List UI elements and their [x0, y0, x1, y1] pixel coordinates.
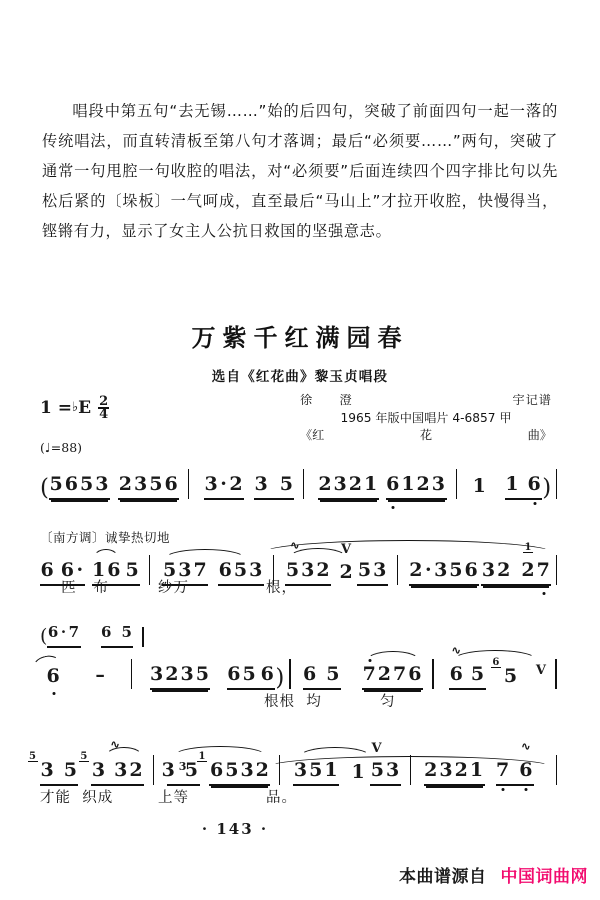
note: 3: [301, 559, 316, 581]
note: 5: [121, 623, 133, 641]
note: 2: [316, 559, 331, 581]
note: 5: [242, 663, 257, 685]
credit-row-source: [300, 410, 552, 428]
barline-final: [556, 469, 557, 499]
music-system-4: [29, 738, 562, 786]
music-system-3-pickup: [40, 622, 562, 648]
barline: [456, 469, 457, 499]
duration-dash: –: [95, 664, 105, 686]
note: 3: [134, 473, 149, 495]
note: 2: [165, 663, 180, 685]
credit-row-opera: [300, 427, 552, 445]
note: 2: [409, 559, 424, 581]
music-system-3: [40, 644, 562, 691]
note: 2: [318, 473, 333, 495]
note: 1: [401, 473, 416, 495]
note-group: [472, 476, 487, 500]
note: 1: [324, 759, 339, 781]
note: 6: [260, 663, 275, 685]
note: 5 3: [80, 751, 107, 781]
lyric-line: 上等: [158, 790, 189, 806]
note-group: [303, 664, 341, 690]
breath-mark-icon: V: [371, 741, 383, 756]
page-number: · 143 ·: [201, 820, 269, 838]
note-group: [46, 666, 61, 690]
note: 5: [279, 473, 294, 495]
grace-note: 5: [29, 751, 37, 762]
note: 5: [357, 559, 373, 581]
note: 6: [47, 623, 60, 641]
barline: [279, 755, 280, 785]
opera-title-right: 曲》: [527, 428, 552, 442]
note: 3: [95, 473, 110, 495]
music-system-1: [40, 462, 562, 500]
credits-block: [300, 392, 552, 445]
staff-row: [29, 738, 562, 786]
note: 2: [497, 559, 512, 581]
note: 6: [64, 473, 79, 495]
recording-source: 1965 年版中国唱片 4-6857 甲: [340, 410, 512, 425]
barline: [556, 555, 557, 585]
note: 3: [178, 559, 193, 581]
slur: [299, 747, 371, 757]
meter-numerator: 2: [99, 394, 109, 409]
time-signature: [98, 396, 109, 420]
staff-row: [40, 462, 562, 500]
note-group: [386, 474, 447, 500]
note: 6: [60, 559, 75, 581]
note-group: [339, 542, 354, 586]
note: 5: [125, 559, 140, 581]
note: 3: [293, 759, 309, 781]
note-group: [118, 474, 179, 500]
note-group: [227, 664, 276, 690]
barline: [149, 555, 150, 585]
note-group: [204, 474, 244, 500]
credit-row-arranger: [300, 392, 552, 410]
note: 2: [377, 663, 393, 685]
note: 5: [79, 473, 95, 495]
note: 7: [536, 559, 551, 581]
note-group: [80, 738, 144, 786]
note: 3: [481, 559, 497, 581]
note: 3: [240, 759, 255, 781]
mordent-icon: ∿: [521, 740, 532, 753]
note: ∿ 6: [519, 740, 534, 781]
note: 3: [373, 559, 388, 581]
note-group: [218, 560, 264, 586]
open-paren: (: [40, 475, 49, 501]
note-group: [49, 474, 110, 500]
lyric-line: 匀: [380, 694, 396, 710]
barline: [555, 659, 557, 689]
open-paren: (: [40, 625, 48, 647]
mordent-icon: ∿: [451, 644, 462, 657]
note: 1 6: [198, 751, 225, 781]
note: 6: [386, 473, 401, 495]
note-group: [449, 644, 486, 690]
dot-separator: ·: [424, 559, 433, 581]
note-group: [505, 474, 542, 500]
note-group: [101, 622, 134, 648]
barline: [188, 469, 189, 499]
note: 5: [225, 759, 240, 781]
site-name-link[interactable]: 中国词曲网: [500, 867, 588, 887]
mordent-icon: ∿: [110, 738, 121, 751]
title-block: [0, 318, 600, 385]
note: 1 2: [521, 542, 536, 581]
site-watermark: [399, 862, 588, 887]
note: 2: [348, 473, 364, 495]
breath-mark-icon: V: [535, 663, 547, 678]
note-group: [492, 657, 519, 690]
note-group: [362, 664, 423, 690]
note: 5: [49, 473, 64, 495]
key-signature: 1 = ♭ E $\frac{2}{4}$: [40, 394, 109, 422]
mordent-icon: ∿: [290, 539, 301, 552]
note-group: [481, 542, 551, 586]
note: 3: [333, 473, 348, 495]
source-label: 本曲谱源自: [399, 867, 487, 887]
note: 2: [416, 473, 431, 495]
note: 7: [68, 623, 81, 641]
grace-note: 6: [492, 657, 501, 668]
note-group: [254, 474, 294, 500]
note: 3: [385, 759, 401, 781]
note: 5: [370, 759, 385, 781]
note: 3: [254, 473, 269, 495]
note: 3: [161, 759, 176, 781]
note: 3: [249, 559, 264, 581]
dot-separator: ·: [76, 559, 85, 581]
slur: [164, 549, 246, 559]
note: 5: [63, 759, 78, 781]
commentary-text: 唱段中第五句“去无锡……”始的后四句，突破了前面四句一起一落的传统唱法，而直转清板至第八句才落调；最后“必须要……”两句，突破了通常一句甩腔一句收腔的唱法，对“必须要”后面连续四个四字排比句以先松后紧的〔垛板〕一气呵成，直至最后“马山上”才拉开收腔，快慢得当，铿锵有力，显示了女主人公抗日救国的坚强意志。: [42, 102, 558, 240]
note: 5: [309, 759, 324, 781]
note: 3: [204, 473, 219, 495]
note: 6: [107, 559, 122, 581]
close-paren: ): [542, 475, 552, 501]
note-group: [198, 751, 270, 786]
note: 6: [303, 663, 318, 685]
note: V 2: [339, 542, 354, 583]
dot-separator: ·: [220, 473, 228, 495]
note: 3: [150, 663, 165, 685]
note: 1: [469, 759, 485, 781]
slur: [173, 746, 267, 756]
slur: [366, 651, 420, 661]
note: 2: [255, 759, 270, 781]
meter-denominator: 4: [99, 407, 109, 422]
note: 5: [326, 663, 341, 685]
note: 6: [101, 623, 113, 641]
note: 5: [233, 559, 249, 581]
note: 1: [364, 473, 379, 495]
commentary-paragraph: [42, 96, 558, 246]
note: 6: [46, 665, 61, 687]
grace-note: 1: [524, 542, 533, 553]
grace-note: 1: [198, 751, 207, 762]
note: 1: [472, 475, 487, 497]
note: 5 3: [29, 751, 55, 781]
note: 1: [92, 559, 107, 581]
opera-title-mid: 花: [419, 428, 433, 442]
note-group: [293, 760, 339, 786]
note: 3: [431, 473, 447, 495]
tonic-letter: E: [78, 398, 92, 418]
note: 6: [218, 559, 233, 581]
note: ∿ 3: [110, 738, 129, 781]
note-group: [161, 759, 200, 786]
staff-row: [40, 644, 562, 691]
note-group: [370, 760, 400, 786]
note: 3: [434, 559, 449, 581]
note: 2: [229, 473, 244, 495]
arranger-name: 徐 澄: [300, 393, 353, 407]
note: ∿ 5: [285, 539, 301, 581]
staff-row: [40, 622, 562, 648]
note-group: [424, 760, 485, 786]
grace-note: 5: [80, 751, 89, 762]
note: 5: [470, 663, 486, 685]
note: 6: [408, 663, 423, 685]
note: 6: [40, 559, 55, 581]
note: 5: [195, 663, 210, 685]
page-subtitle: 选自《红花曲》黎玉贞唱段: [211, 369, 389, 385]
barline: [153, 755, 154, 785]
barline-final: [556, 755, 557, 785]
lyric-line: 品。: [266, 790, 297, 806]
note: 7: [496, 759, 511, 781]
barline: [410, 755, 411, 785]
lyric-line: 根，: [266, 580, 297, 596]
note: ∿ 6: [449, 644, 464, 685]
page-title: 万紫千红满园春: [191, 323, 409, 352]
note-group: [318, 474, 379, 500]
note: 5: [449, 559, 464, 581]
note-group: [357, 560, 387, 586]
slur: [93, 549, 119, 559]
lyric-line: 一 匹 布: [40, 580, 109, 596]
note: 1: [505, 473, 520, 495]
staff-row: [40, 539, 562, 586]
mordent-icon: 3: [178, 760, 188, 773]
note-group: [409, 560, 480, 586]
arranger-role: 宇记谱: [512, 393, 552, 407]
lyric-line: 纱万: [158, 580, 189, 596]
performance-direction: 〔南方调〕诚挚热切地: [40, 530, 171, 545]
note: 3: [439, 759, 454, 781]
note: 6 5: [492, 657, 519, 687]
barline: [289, 659, 291, 689]
barline: [397, 555, 398, 585]
dot-separator: ·: [60, 623, 68, 641]
close-paren: ): [275, 665, 285, 691]
note: 7: [362, 663, 377, 685]
note: 2: [454, 759, 469, 781]
note: 7: [393, 663, 408, 685]
note: V 1: [351, 741, 383, 783]
opera-title-left: 《红: [300, 428, 325, 442]
note-group: [150, 664, 211, 690]
barline: [131, 659, 133, 689]
note: 2: [129, 759, 144, 781]
note: 6: [227, 663, 242, 685]
barline: [432, 659, 434, 689]
note: 6: [164, 473, 179, 495]
note: 5: [149, 473, 164, 495]
note: 3: [180, 663, 195, 685]
lyric-line: 才能 织成: [40, 790, 114, 806]
note-group: [47, 622, 80, 648]
note: 5: [184, 759, 200, 781]
barline: [303, 469, 304, 499]
tempo-marking: (♩=88): [40, 440, 83, 455]
note: 2: [424, 759, 439, 781]
breath-mark-icon: V: [341, 542, 353, 557]
lyric-line: 根根 均: [264, 694, 322, 710]
note: 7: [193, 559, 208, 581]
do-label: 1 =: [40, 398, 72, 418]
note: 6: [527, 473, 542, 495]
note: 5: [162, 559, 178, 581]
note-group: [29, 751, 78, 786]
music-system-2: [40, 528, 562, 586]
note: 2: [118, 473, 133, 495]
barline: [142, 627, 144, 647]
note: 6: [464, 559, 479, 581]
note-group: [496, 740, 534, 786]
note-group: [351, 741, 383, 786]
